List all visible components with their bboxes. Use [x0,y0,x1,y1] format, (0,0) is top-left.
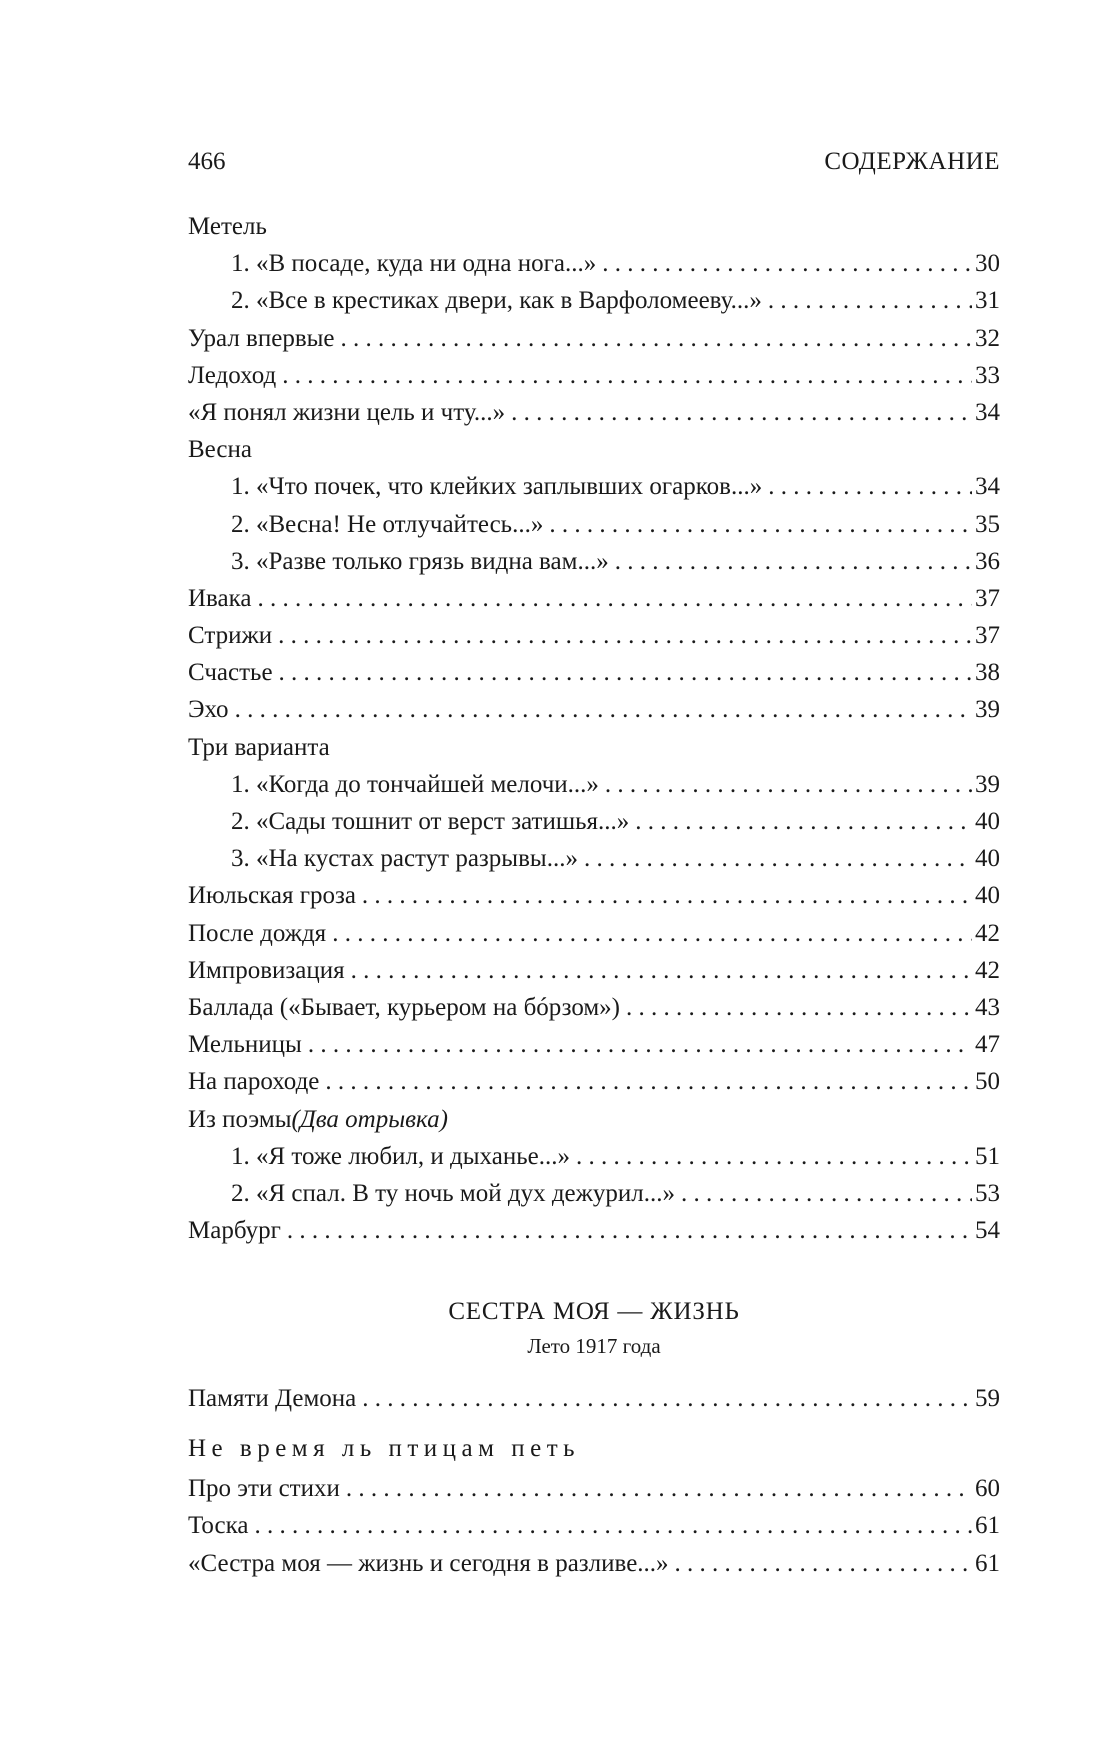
toc-entry[interactable] [188,654,1000,691]
toc-entry[interactable] [188,1063,1000,1100]
leader-dots [326,915,972,952]
leader-dots [319,1063,972,1100]
leader-dots [276,357,972,394]
leader-dots [340,1470,972,1507]
leader-dots [272,617,972,654]
toc-entry-page: 39 [975,696,1000,724]
toc-entry[interactable] [188,506,1000,543]
toc-entry-page: 38 [975,659,1000,687]
leader-dots [252,580,973,617]
toc-entry-title: 3. «Разве только грязь видна вам...» [231,547,609,575]
toc-entry-title: Счастье [188,659,273,687]
toc-entry-page: 34 [975,398,1000,426]
toc-entry-page: 36 [975,547,1000,575]
toc-entry-title: 2. «Все в крестиках двери, как в Варфоломееву...» [231,287,762,315]
toc-list-second-part [188,1380,1000,1582]
toc-entry-page: 50 [975,1068,1000,1096]
toc-entry[interactable] [188,1545,1000,1582]
toc-entry-page: 61 [975,1549,1000,1577]
toc-entry-title: Ледоход [188,361,277,389]
leader-dots [620,989,972,1026]
toc-entry[interactable] [188,1212,1000,1249]
toc-group-title [188,208,1000,245]
toc-entry[interactable] [188,952,1000,989]
leader-dots [356,1380,972,1417]
toc-group-title [188,729,1000,766]
toc-entry-page: 39 [975,770,1000,798]
toc-entry[interactable] [188,1470,1000,1507]
toc-entry-title: Весна [188,436,252,464]
toc-entry[interactable] [188,394,1000,431]
toc-entry-title: Баллада («Бывает, курьером на бóрзом») [188,993,621,1021]
toc-entry-title: Три варианта [188,733,330,761]
toc-entry-title: Метель [188,213,267,240]
toc-list-first-part [188,208,1000,1249]
toc-entry[interactable] [188,1380,1000,1417]
toc-entry[interactable] [188,245,1000,282]
toc-entry-page: 37 [975,584,1000,612]
leader-dots [273,654,972,691]
running-head [188,148,1000,178]
toc-entry[interactable] [188,803,1000,840]
toc-entry-title: Импровизация [188,956,345,984]
toc-entry-title: Тоска [188,1512,249,1540]
toc-entry-page: 42 [975,919,1000,947]
toc-entry-title: Из поэмы [188,1105,292,1133]
toc-entry-title: 2. «Весна! Не отлучайтесь...» [231,510,544,538]
toc-entry-page: 34 [975,473,1000,501]
leader-dots [596,245,972,282]
toc-entry-title: Эхо [188,696,229,724]
toc-entry-page: 54 [975,1217,1000,1245]
leader-dots [570,1138,972,1175]
toc-entry[interactable] [188,468,1000,505]
leader-dots [302,1026,972,1063]
leader-dots [345,952,972,989]
toc-entry[interactable] [188,1138,1000,1175]
running-head-title: СОДЕРЖАНИЕ [824,148,1000,175]
toc-entry-title: Про эти стихи [188,1475,340,1503]
toc-entry[interactable] [188,691,1000,728]
toc-entry-title: 3. «На кустах растут разрывы...» [231,845,578,873]
toc-entry-title: 1. «В посаде, куда ни одна нога...» [231,250,597,278]
toc-entry-page: 59 [975,1385,1000,1412]
section-title: СЕСТРА МОЯ — ЖИЗНЬ [448,1298,740,1325]
toc-entry-title: 2. «Я спал. В ту ночь мой дух дежурил...» [231,1179,676,1207]
leader-dots [335,320,972,357]
toc-entry-page: 40 [975,808,1000,835]
toc-entry[interactable] [188,766,1000,803]
toc-entry-page: 33 [975,361,1000,389]
toc-entry-page: 60 [975,1475,1000,1503]
leader-dots [248,1507,972,1544]
toc-entry-title: На пароходе [188,1068,320,1096]
toc-entry[interactable] [188,543,1000,580]
leader-dots [675,1175,972,1212]
toc-entry-page: 51 [975,1142,1000,1170]
toc-entry-title: Памяти Демона [188,1385,357,1412]
toc-group-title [188,1101,1000,1138]
toc-entry[interactable] [188,1026,1000,1063]
section-subtitle: Лето 1917 года [527,1334,661,1358]
toc-entry-title: «Я понял жизни цель и чту...» [188,398,506,426]
toc-entry[interactable] [188,580,1000,617]
toc-entry[interactable] [188,840,1000,877]
toc-entry[interactable] [188,320,1000,357]
leader-dots [609,543,972,580]
toc-entry[interactable] [188,617,1000,654]
toc-entry-title: После дождя [188,919,327,947]
toc-entry-page: 37 [975,622,1000,650]
toc-entry-page: 43 [975,993,1000,1021]
leader-dots [629,803,972,840]
toc-entry-title: 1. «Я тоже любил, и дыханье...» [231,1142,570,1170]
toc-entry-title: 1. «Когда до тончайшей мелочи...» [231,770,599,798]
toc-entry-title: Ивака [188,584,252,612]
toc-entry[interactable] [188,915,1000,952]
toc-entry-title: Мельницы [188,1031,302,1059]
leader-dots [356,877,972,914]
page-number: 466 [188,148,226,175]
leader-dots [669,1545,972,1582]
toc-entry-page: 31 [975,287,1000,315]
toc-entry-page: 35 [975,510,1000,538]
leader-dots [578,840,972,877]
toc-entry-page: 30 [975,250,1000,278]
toc-entry-page: 40 [975,882,1000,910]
leader-dots [599,766,972,803]
toc-entry-page: 42 [975,956,1000,984]
toc-group-items [188,1470,1000,1582]
toc-entry-title: Июльская гроза [188,882,356,910]
leader-dots [505,394,972,431]
toc-entry-page: 47 [975,1031,1000,1059]
toc-group-heading: Не время ль птицам петь [188,1435,581,1463]
toc-entry-italic-note: (Два отрывка) [291,1105,448,1133]
toc-entry-title: 2. «Сады тошнит от верст затишья...» [231,808,630,835]
toc-entry-page: 53 [975,1179,1000,1207]
toc-entry-title: Урал впервые [188,324,335,352]
toc-entry[interactable] [188,1175,1000,1212]
toc-entry-title: Стрижи [188,622,273,650]
toc-entry[interactable] [188,357,1000,394]
leader-dots [543,506,972,543]
toc-entry[interactable] [188,877,1000,914]
toc-entry[interactable] [188,1507,1000,1544]
leader-dots [229,691,972,728]
toc-entry-page: 61 [975,1512,1000,1540]
leader-dots [762,282,972,319]
toc-entry-page: 32 [975,324,1000,352]
toc-entry-title: Марбург [188,1217,281,1245]
toc-entry-page: 40 [975,845,1000,873]
toc-entry-title: 1. «Что почек, что клейких заплывших огарков...» [231,473,763,501]
toc-group-title [188,431,1000,468]
toc-entry-title: «Сестра моя — жизнь и сегодня в разливе...» [188,1549,669,1577]
toc-entry[interactable] [188,989,1000,1026]
leader-dots [281,1212,972,1249]
leader-dots [762,468,972,505]
toc-entry[interactable] [188,282,1000,319]
